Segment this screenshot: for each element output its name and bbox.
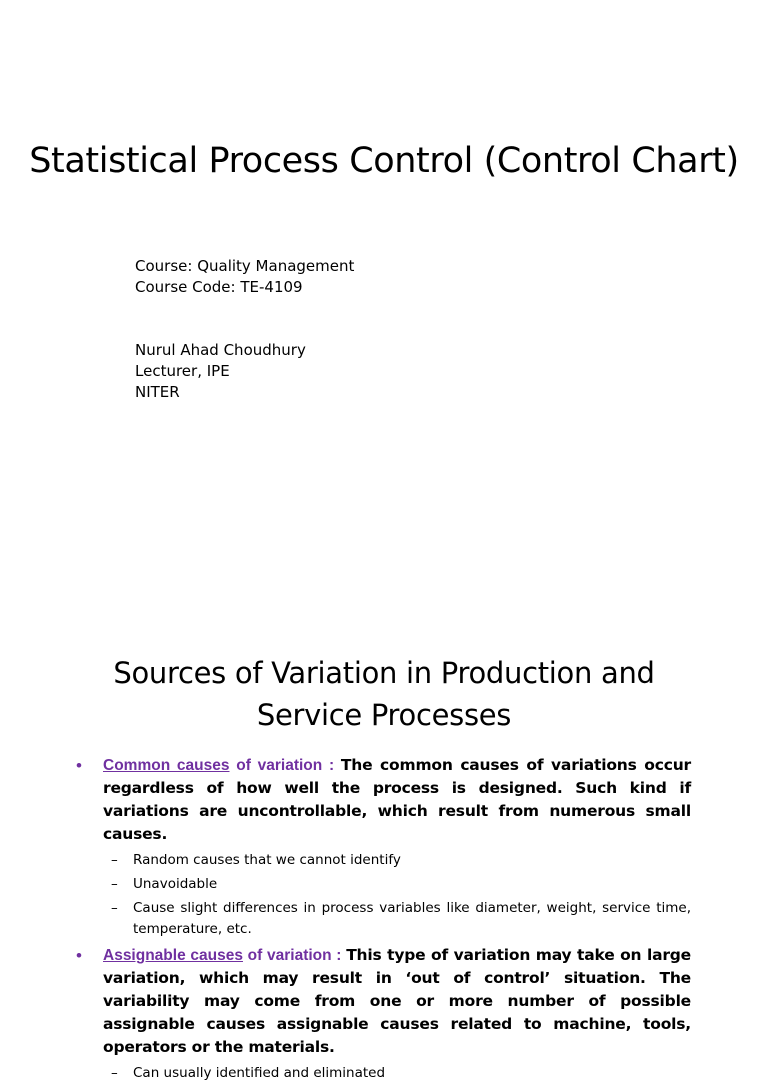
sub-list-common: [0, 850, 768, 940]
slide-title-line-1: Sources of Variation in Production and: [113, 656, 655, 690]
author-title: Lecturer, IPE: [135, 362, 230, 380]
bullet-assignable-causes: [0, 944, 768, 1059]
sub-item-text: Unavoidable: [133, 876, 218, 892]
dash-icon: –: [111, 876, 118, 892]
slide-title: Statistical Process Control (Control Chart): [29, 141, 739, 181]
sub-item-text: Cause slight differences in process variables like diameter, weight, service time, temperature, etc.: [133, 900, 691, 937]
sub-item: [0, 1063, 768, 1084]
term-suffix: of variation :: [229, 757, 341, 774]
dash-icon: –: [111, 1065, 118, 1081]
bullet-dot-icon: •: [76, 756, 82, 775]
sub-item: [0, 850, 768, 871]
course-code: Course Code: TE-4109: [135, 278, 303, 296]
bullet-text: This type of variation may take on large variation, which may result in ‘out of control’ situation. The variability may come from one or more number of possible assignable causes assignable causes related to machine, tools, operators or the materials.: [103, 946, 691, 1056]
term-suffix: of variation :: [242, 947, 347, 964]
sub-item: [0, 898, 768, 940]
term-common-causes: Common causes: [103, 757, 230, 774]
term-assignable-causes: Assignable causes: [103, 947, 243, 964]
institution: NITER: [135, 383, 180, 401]
dash-icon: –: [111, 852, 118, 868]
content-slide: [0, 634, 768, 1081]
bullet-dot-icon: •: [76, 946, 82, 965]
dash-icon: –: [111, 900, 118, 916]
sub-list-assignable: [0, 1063, 768, 1084]
slide-title-2: [60, 652, 708, 736]
bullet-common-causes: [0, 754, 768, 846]
bullet-text: The common causes of variations occur regardless of how well the process is designed. Such kind if variations are uncontrollable, which result from numerous small causes.: [103, 756, 691, 843]
sub-item: [0, 874, 768, 895]
course-info: [135, 256, 354, 298]
author-name: Nurul Ahad Choudhury: [135, 341, 306, 359]
slide-title-line-2: Service Processes: [256, 698, 512, 732]
sub-item-text: Random causes that we cannot identify: [133, 852, 401, 868]
sub-item-text: Can usually identified and eliminated: [133, 1065, 386, 1081]
author-info: [135, 340, 306, 403]
course-name: Course: Quality Management: [135, 257, 355, 275]
bullet-list: [0, 754, 768, 1088]
